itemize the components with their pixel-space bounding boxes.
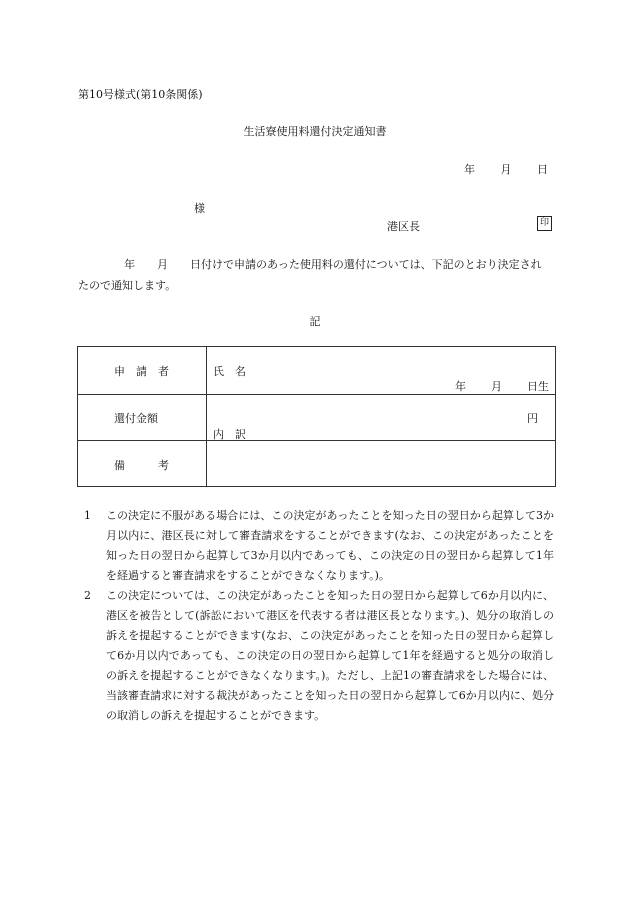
note-item [84,586,554,726]
intro-month: 月 [157,258,168,271]
form-number: 第10号様式(第10条関係) [78,88,203,101]
table-divider-vertical [206,347,207,486]
note-text: この決定に不服がある場合には、この決定があったことを知った日の翌日から起算して3か月以内に、港区長に対して審査請求をすることができます(なお、この決定があったことを知った日の翌日から起算して3か月以内であっても、この決定の日の翌日から起算して1年を経過すると審査請求をすることができなくなります。)。 [106,509,554,582]
table-divider-2 [78,440,555,441]
breakdown-label: 内 訳 [213,428,246,441]
seal-mark: 印 [537,216,552,231]
issuer-name: 港区長 [387,220,420,233]
note-item [84,506,554,586]
note-text: この決定については、この決定があったことを知った日の翌日から起算して6か月以内に、港区を被告として(訴訟において港区を代表する者は港区長となります。)、処分の取消しの訴えを提起することができます(なお、この決定があったことを知った日の翌日から起算して6か月以内であっても、この決定の日の翌日から起算して1年を経過すると処分の取消しの訴えを提起することができなくなります。)。ただし、上記1の審査請求をした場合には、当該審査請求に対する裁決があったことを知った日の翌日から起算して6か月以内に、処分の取消しの訴えを提起することができます。 [106,589,554,722]
document-title: 生活寮使用料還付決定通知書 [243,125,387,138]
intro-year: 年 [124,258,135,271]
date-month: 月 [500,163,512,176]
birth-day: 日生 [527,380,549,393]
name-label: 氏 名 [213,365,246,378]
refund-amount-label: 還付金額 [114,412,158,425]
notes-list [84,506,554,726]
yen-unit: 円 [527,412,538,425]
details-table [77,346,556,487]
table-divider-1 [78,394,555,395]
ki-heading: 記 [309,315,321,328]
note-number: 2 [84,589,91,602]
intro-paragraph [78,254,552,296]
remarks-label: 備 考 [114,459,169,472]
birth-month: 月 [491,380,502,393]
date-year: 年 [464,163,475,176]
applicant-label: 申 請 者 [114,365,169,378]
note-number: 1 [84,509,91,522]
birth-year: 年 [455,380,466,393]
intro-text: 日付けで申請のあった使用料の還付については、下記のとおり決定されたので通知します。 [78,258,542,292]
issue-date [464,161,548,177]
date-day: 日 [537,163,548,176]
addressee-honorific: 様 [194,202,205,215]
